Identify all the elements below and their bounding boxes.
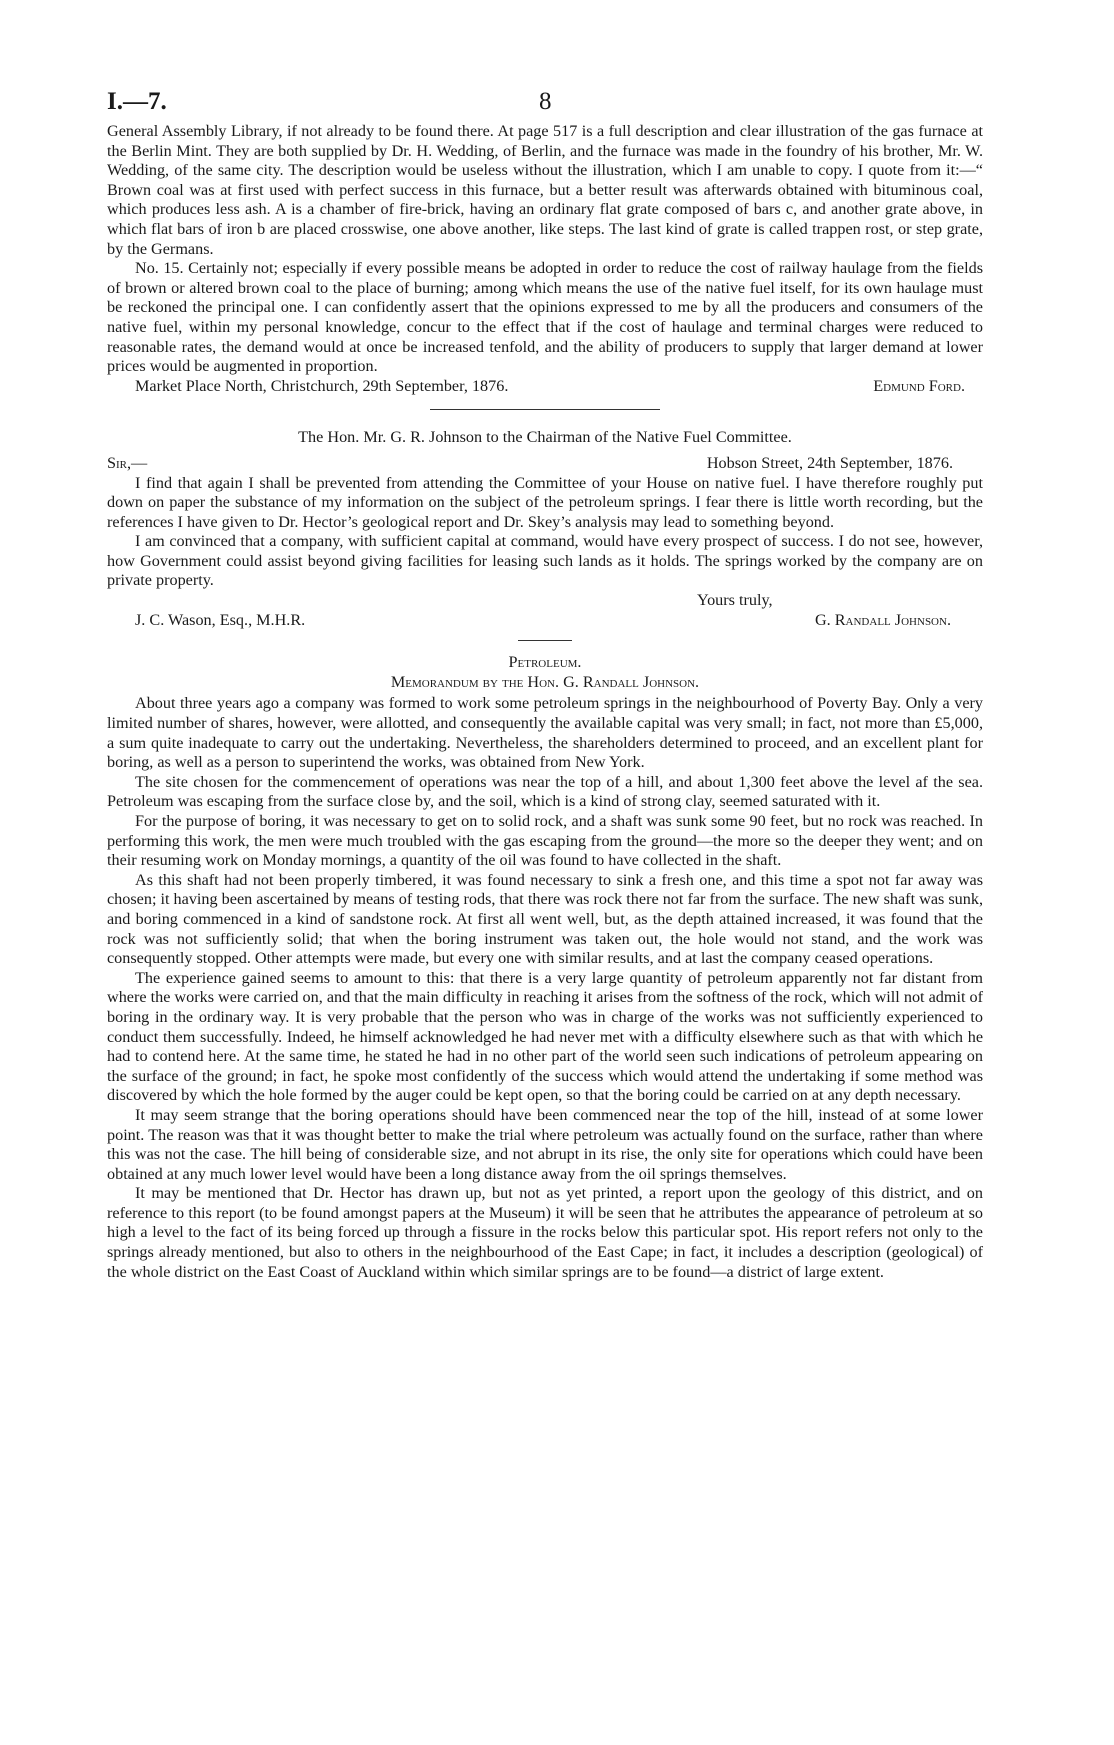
section-subtitle: Memorandum by the Hon. G. Randall Johnson. xyxy=(390,672,700,691)
sign-place: Market Place North, Christchurch, 29th September, 1876. xyxy=(135,376,509,395)
letter-address-line xyxy=(107,454,983,474)
paragraph: About three years ago a company was formed to work some petroleum springs in the neighbourhood of Poverty Bay. Only a very limited number of shares, however, were allotted, and consequently the available capital was very small; in fact, not more than £5,000, a sum quite inadequate to carry out the undertaking. Nevertheless, the shareholders determined to proceed, and an excellent plant for boring, as well as a person to superintend the works, was obtained from New York. xyxy=(107,694,983,772)
letter-heading: The Hon. Mr. G. R. Johnson to the Chairman of the Native Fuel Committee. xyxy=(298,428,792,447)
letter-address: Hobson Street, 24th September, 1876. xyxy=(706,453,953,472)
letter-closing: Yours truly, xyxy=(697,591,773,610)
page-header xyxy=(107,88,983,122)
paragraph: I find that again I shall be prevented from attending the Committee of your House on native fuel. I have therefore roughly put down on paper the substance of my information on the subject of the petroleum springs. I fear there is little worth recording, but the references I have given to Dr. Hector’s geological report and Dr. Skey’s analysis may lead to something beyond. xyxy=(107,473,983,531)
section-divider xyxy=(518,640,572,641)
page-number: 8 xyxy=(539,88,552,115)
paragraph: The site chosen for the commencement of operations was near the top of a hill, and about 1,300 feet above the level af the sea. Petroleum was escaping from the surface close by, and the soil, which is a kind of strong clay, seemed saturated with it. xyxy=(107,772,983,811)
paragraph: I am convinced that a company, with sufficient capital at command, would have every prospect of success. I do not see, however, how Government could assist beyond giving facilities for leasing such lands as it holds. The springs worked by the company are on private property. xyxy=(107,532,983,590)
document-reference: I.—7. xyxy=(107,88,167,115)
section-title: Petroleum. xyxy=(508,653,582,672)
signatory-name: Edmund Ford. xyxy=(873,376,965,395)
paragraph: The experience gained seems to amount to this: that there is a very large quantity of petroleum apparently not far distant from where the works were carried on, and that the main difficulty in reaching it arises from the softness of the rock, which will not admit of boring in the ordinary way. It is very probable that the person who was in charge of the works was not sufficiently experienced to conduct them successfully. Indeed, he himself acknowledged he had never met with a difficulty elsewhere such as that with which he had to contend here. At the same time, he stated he had in no other part of the world seen such indications of petroleum appearing on the surface of the ground; in fact, he spoke most confidently of the success which would attend the undertaking if some method was discovered by which the hole formed by the auger could be kept open, so that the boring could be carried on at any depth necessary. xyxy=(107,968,983,1105)
signature-line xyxy=(107,377,983,397)
recipient: J. C. Wason, Esq., M.H.R. xyxy=(135,610,306,629)
section-divider xyxy=(430,409,660,410)
signatory-name: G. Randall Johnson. xyxy=(814,610,951,629)
salutation: Sir,— xyxy=(107,453,148,472)
paragraph: For the purpose of boring, it was necessary to get on to solid rock, and a shaft was sunk some 90 feet, but no rock was reached. In performing this work, the men were much troubled with the gas escaping from the ground—the more so the deeper they went; and on their resuming work on Monday mornings, a quantity of the oil was found to have collected in the shaft. xyxy=(107,812,983,870)
paragraph: As this shaft had not been properly timbered, it was found necessary to sink a fresh one, and this time a spot not far away was chosen; it having been ascertained by means of testing rods, that there was rock there not far from the surface. The new shaft was sunk, and boring commenced in a kind of sandstone rock. At first all went well, but, as the depth attained increased, it was found that the rock was not sufficiently solid; that when the boring instrument was taken out, the hole would not stand, and the work was consequently stopped. Other attempts were made, but every one with similar results, and at last the company ceased operations. xyxy=(107,870,983,968)
paragraph: It may seem strange that the boring operations should have been commenced near the top of the hill, instead of at some lower point. The reason was that it was thought better to make the trial where petroleum was actually found on the surface, rather than where this was not the case. The hill being of considerable size, and not abrupt in its rise, the only site for operations which could have been obtained at any much lower level would have been a long distance away from the oil springs themselves. xyxy=(107,1105,983,1183)
paragraph: It may be mentioned that Dr. Hector has drawn up, but not as yet printed, a report upon the geology of this district, and on reference to this report (to be found amongst papers at the Museum) it will be seen that he attributes the appearance of petroleum at so high a level to the fact of its being forced up through a fissure in the rocks below this particular spot. His report refers not only to the springs already mentioned, but also to others in the neighbourhood of the East Cape; in fact, it includes a description (geological) of the whole district on the East Coast of Auckland within which similar springs are to be found—a district of large extent. xyxy=(107,1184,983,1281)
paragraph: No. 15. Certainly not; especially if every possible means be adopted in order to reduce the cost of railway haulage from the fields of brown or altered brown coal to the place of burning; among which means the use of the native fuel itself, for its own haulage must be reckoned the principal one. I can confidently assert that the opinions expressed to me by all the producers and consumers of the native fuel, within my personal knowledge, concur to the effect that if the cost of haulage and terminal charges were reduced to reasonable rates, the demand would at once be increased tenfold, and the ability of producers to supply that larger demand at lower prices would be augmented in proportion. xyxy=(107,259,983,376)
letter-signature-line xyxy=(107,611,983,631)
paragraph: General Assembly Library, if not already to be found there. At page 517 is a full description and clear illustration of the gas furnace at the Berlin Mint. They are both supplied by Dr. H. Wedding, of Berlin, and the furnace was made in the foundry of his brother, Mr. W. Wedding, of the same city. The description would be useless without the illustration, which I am unable to copy. I quote from it:—“ Brown coal was at first used with perfect success in this furnace, but a better result was afterwards obtained with bituminous coal, which produces less ash. A is a chamber of fire-brick, having an ordinary flat grate composed of bars c, and another grate above, in which flat bars of iron b are placed crosswise, one above another, like steps. The last kind of grate is called trappen rost, or step grate, by the Germans. xyxy=(107,122,983,258)
document-page xyxy=(107,88,983,1282)
